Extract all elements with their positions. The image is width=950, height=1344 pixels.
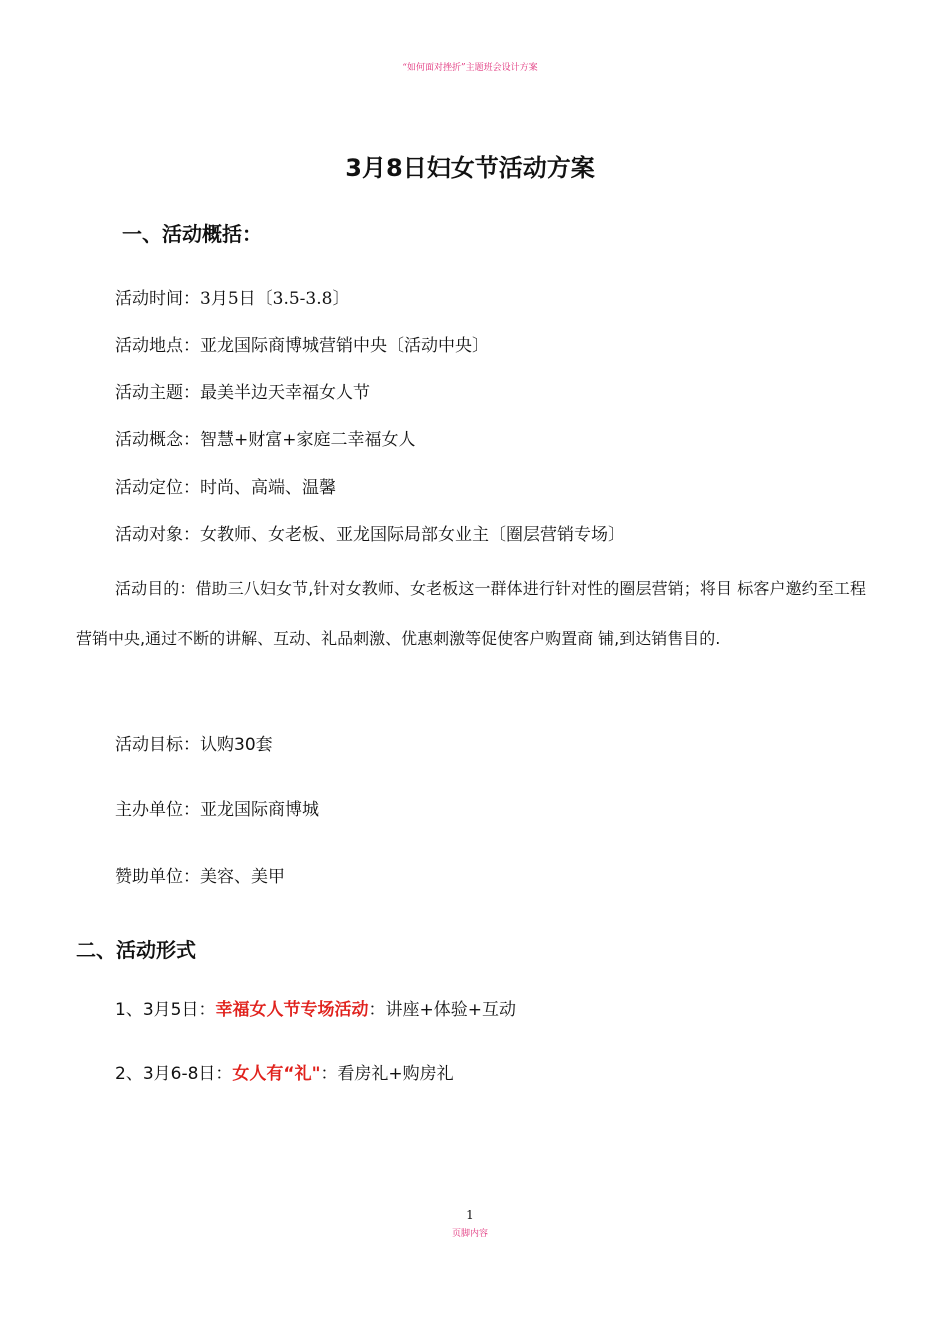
form-item-highlight: 女人有“礼"	[232, 1064, 321, 1084]
activity-theme: 活动主题：最美半边天幸福女人节	[115, 383, 370, 403]
form-item-prefix: 1、3月5日：	[115, 1000, 216, 1020]
form-item-highlight: 幸福女人节专场活动	[215, 1000, 369, 1020]
activity-time: 活动时间：3月5日〔3.5-3.8〕	[115, 289, 350, 309]
activity-concept: 活动概念：智慧+财富+家庭二幸福女人	[115, 430, 416, 450]
organizer: 主办单位：亚龙国际商博城	[115, 800, 319, 820]
form-item-1	[115, 995, 516, 1020]
form-item-suffix: ：讲座+体验+互动	[368, 1000, 516, 1020]
page-header: “如何面对挫折”主题班会设计方案	[402, 63, 538, 73]
activity-audience: 活动对象：女教师、女老板、亚龙国际局部女业主〔圈层营销专场〕	[115, 525, 625, 545]
document-title: 3月8日妇女节活动方案	[345, 154, 595, 182]
activity-goal: 活动目标：认购30套	[115, 735, 273, 755]
activity-location: 活动地点：亚龙国际商博城营销中央〔活动中央〕	[115, 336, 489, 356]
activity-purpose: 活动目的：借助三八妇女节,针对女教师、女老板这一群体进行针对性的圈层营销；将目 标客户邀约至工程营销中央,通过不断的讲解、互动、礼品刺激、优惠刺激等促使客户购置商 铺,到达销售目的.	[76, 579, 866, 648]
page-number: 1	[466, 1208, 474, 1222]
section2-heading: 二、活动形式	[76, 938, 196, 962]
sponsor: 赞助单位：美容、美甲	[115, 867, 285, 887]
activity-positioning: 活动定位：时尚、高端、温馨	[115, 478, 336, 498]
section1-heading: 一、活动概括：	[122, 222, 262, 246]
page-footer: 页脚内容	[451, 1229, 488, 1239]
form-item-2	[115, 1059, 454, 1084]
form-item-suffix: ：看房礼+购房礼	[320, 1064, 454, 1084]
form-item-prefix: 2、3月6-8日：	[115, 1064, 233, 1084]
